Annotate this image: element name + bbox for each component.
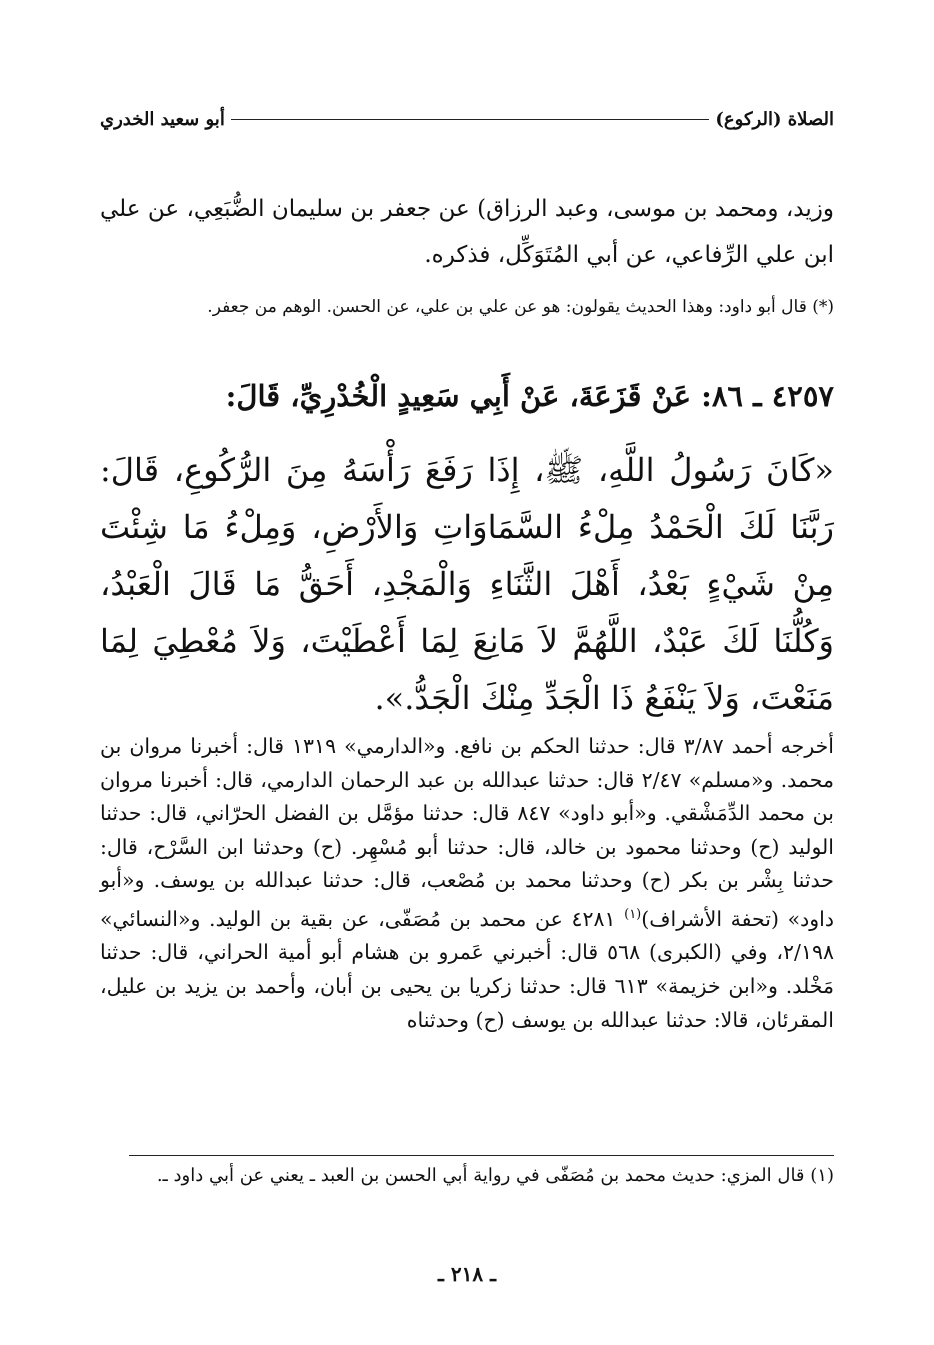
takhrij-text-part-2: ٤٢٨١ عن محمد بن مُصَفّى، عن بقية بن الوليد. و«النسائي» ٢/١٩٨، وفي (الكبرى) ٥٦٨ قال: أخبرني عَمرو بن هشام أبو أمية الحراني، قال: حدثنا مَخْلد. و«ابن خزيمة» ٦١٣ قال: حدثنا زكريا بن يحيى بن أبان، وأحمد بن يزيد بن عليل، المقرئان، قالا: حدثنا عبدالله بن يوسف (ح) وحدثناه (100, 906, 834, 1032)
takhrij-paragraph (100, 730, 834, 1037)
hadith-body: «كَانَ رَسُولُ اللَّهِ، ﷺ، إِذَا رَفَعَ رَأْسَهُ مِنَ الرُّكُوعِ، قَالَ: رَبَّنَا لَكَ الْحَمْدُ مِلْءُ السَّمَاوَاتِ وَالأَرْضِ، وَمِلْءُ مَا شِئْتَ مِنْ شَيْءٍ بَعْدُ، أَهْلَ الثَّنَاءِ وَالْمَجْدِ، أَحَقُّ مَا قَالَ الْعَبْدُ، وَكُلُّنَا لَكَ عَبْدٌ، اللَّهُمَّ لاَ مَانِعَ لِمَا أَعْطَيْتَ، وَلاَ مُعْطِيَ لِمَا مَنَعْتَ، وَلاَ يَنْفَعُ ذَا الْجَدِّ مِنْكَ الْجَدُّ.». (100, 451, 834, 717)
hadith-text (100, 442, 834, 727)
footnote-separator (129, 1155, 834, 1156)
header-author: أبو سعيد الخدري (100, 108, 225, 130)
star-note-text: (*) قال أبو داود: وهذا الحديث يقولون: هو عن علي بن علي، عن الحسن. الوهم من جعفر. (207, 297, 834, 317)
intro-paragraph (100, 186, 834, 278)
running-header (100, 104, 834, 134)
intro-text: وزيد، ومحمد بن موسى، وعبد الرزاق) عن جعفر بن سليمان الضُّبَعِي، عن علي ابن علي الرِّفاعي، عن أبي المُتَوَكِّل، فذكره. (100, 196, 834, 268)
page-number: ـ ٢١٨ ـ (438, 1262, 496, 1286)
takhrij-text (100, 730, 834, 1037)
header-rule (231, 119, 710, 120)
takhrij-text-part-1: أخرجه أحمد ٣/٨٧ قال: حدثنا الحكم بن نافع. و«الدارمي» ١٣١٩ قال: أخبرنا مروان بن محمد. و«مسلم» ٢/٤٧ قال: حدثنا عبدالله بن عبد الرحمان الدارمي، قال: أخبرنا مروان بن محمد الدِّمَشْقي. و«أبو داود» ٨٤٧ قال: حدثنا مؤمَّل بن الفضل الحرّاني، قال: حدثنا الوليد (ح) وحدثنا محمود بن خالد، قال: حدثنا أبو مُسْهِر. (ح) وحدثنا ابن السَّرْح، قال: حدثنا بِشْر بن بكر (ح) وحدثنا محمد بن مُصْعب، قال: حدثنا عبدالله بن يوسف. و«أبو داود» (تحفة الأشراف) (100, 734, 835, 931)
header-chapter-title: الصلاة (الركوع) (715, 108, 834, 130)
star-note (100, 292, 834, 322)
hadith-heading-text: ٤٢٥٧ ـ ٨٦: عَنْ قَزَعَةَ، عَنْ أَبِي سَعِيدٍ الْخُدْرِيِّ، قَالَ: (225, 379, 834, 413)
hadith-heading (100, 372, 834, 420)
footnote-marker[interactable]: (١) (624, 906, 642, 922)
footnote-text: (١) قال المزي: حديث محمد بن مُصَفّى في رواية أبي الحسن بن العبد ـ يعني عن أبي داود ـ. (156, 1165, 834, 1186)
footnote (100, 1160, 834, 1192)
